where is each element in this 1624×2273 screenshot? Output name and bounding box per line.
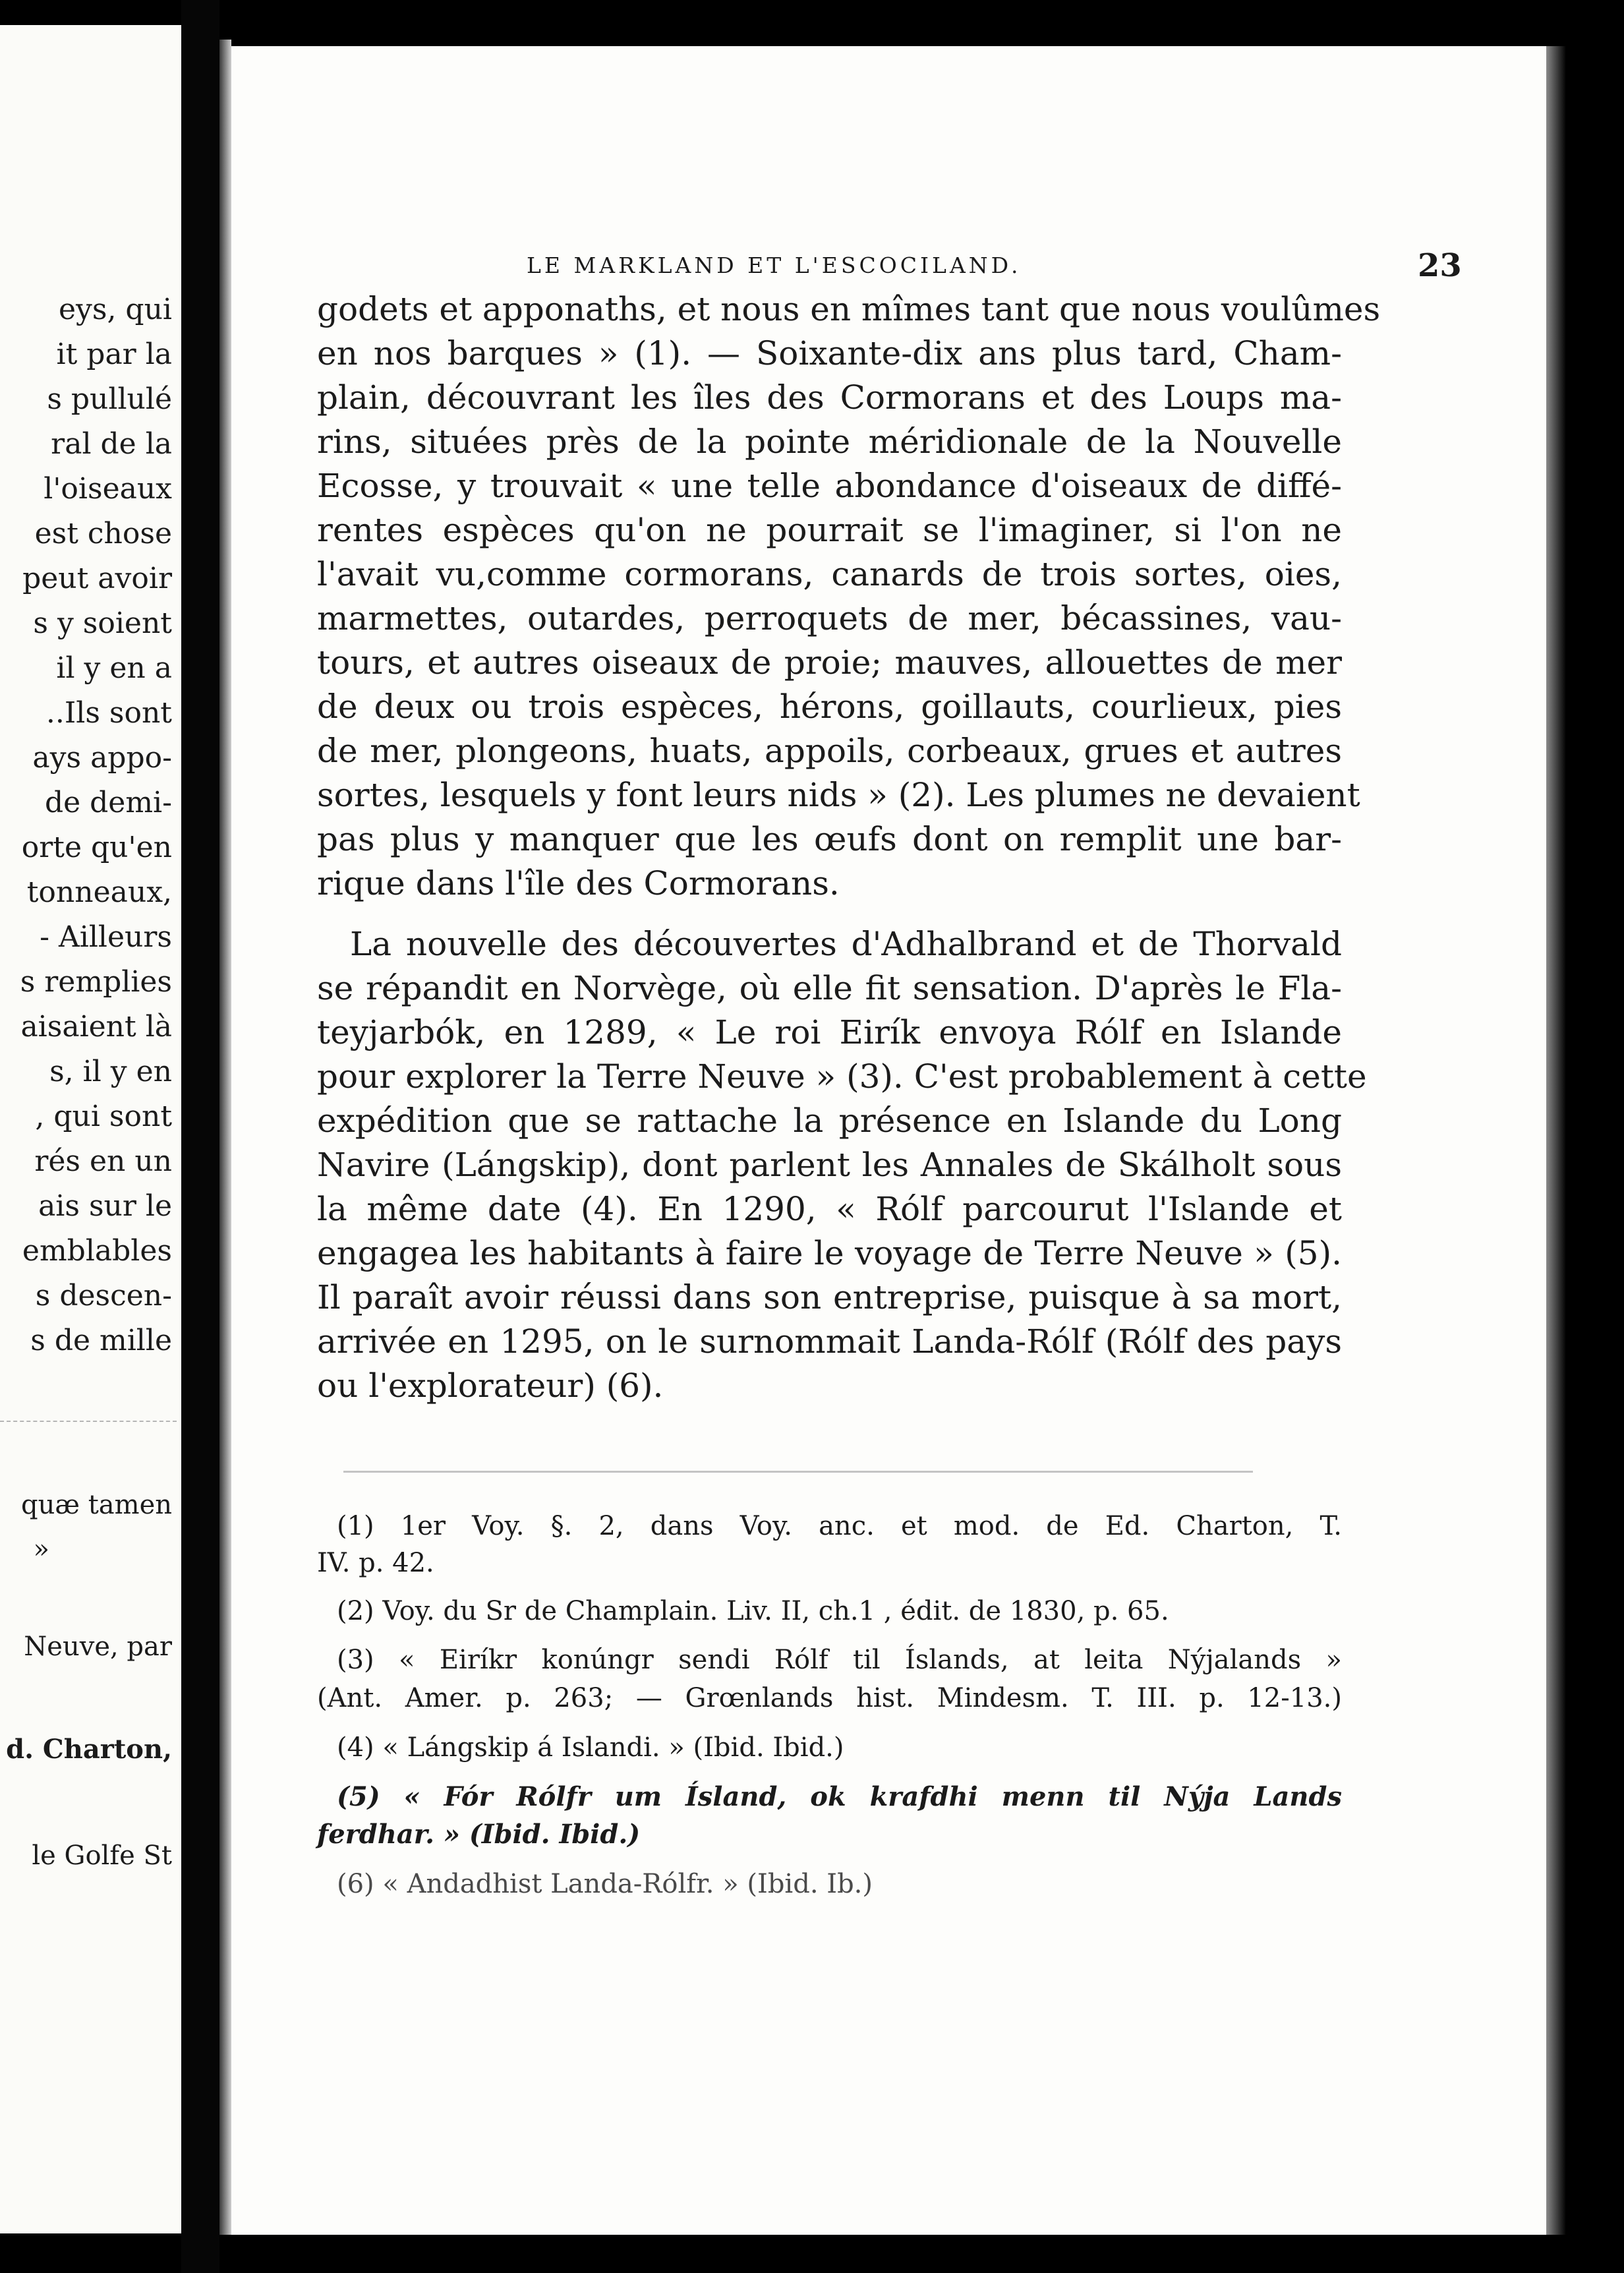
body-line: marmettes, outardes, perroquets de mer, bécassines, vau-	[317, 599, 1342, 637]
left-text-line: orte qu'en	[21, 831, 172, 864]
body-line: Ecosse, y trouvait « une telle abondance d'oiseaux de diffé-	[317, 467, 1342, 505]
body-line: sortes, lesquels y font leurs nids » (2). Les plumes ne devaient	[317, 776, 1360, 814]
left-footnote-line: Neuve, par	[24, 1632, 172, 1662]
left-text-line: il y en a	[56, 651, 172, 685]
footnote-line: (6) « Andadhist Landa-Rólfr. » (Ibid. Ib.)	[337, 1869, 873, 1899]
body-line: expédition que se rattache la présence en Islande du Long	[317, 1102, 1342, 1140]
footnote-line: (1) 1er Voy. §. 2, dans Voy. anc. et mod. de Ed. Charton, T.	[337, 1511, 1342, 1541]
left-text-line: it par la	[56, 338, 172, 371]
body-line: godets et apponaths, et nous en mîmes tant que nous voulûmes	[317, 290, 1381, 328]
left-text-line: peut avoir	[22, 562, 172, 595]
left-footnote-line: quæ tamen	[21, 1490, 172, 1520]
body-line: teyjarbók, en 1289, « Le roi Eirík envoya Rólf en Islande	[317, 1013, 1342, 1051]
footnote-line: IV. p. 42.	[317, 1548, 434, 1578]
right-page	[231, 46, 1546, 2235]
body-line: rentes espèces qu'on ne pourrait se l'imaginer, si l'on ne	[317, 511, 1342, 549]
left-text-line: emblables	[22, 1234, 172, 1268]
body-line: se répandit en Norvège, où elle fit sensation. D'après le Fla-	[317, 969, 1342, 1007]
left-text-line: est chose	[34, 517, 172, 550]
body-line: engagea les habitants à faire le voyage de Terre Neuve » (5).	[317, 1234, 1342, 1272]
body-line: la même date (4). En 1290, « Rólf parcourut l'Islande et	[317, 1190, 1342, 1228]
body-line: en nos barques » (1). — Soixante-dix ans plus tard, Cham-	[317, 334, 1342, 372]
body-line: de deux ou trois espèces, hérons, goillauts, courlieux, pies	[317, 688, 1342, 726]
page-fore-edge	[219, 40, 231, 2235]
body-line: rique dans l'île des Cormorans.	[317, 864, 840, 902]
left-text-line: tonneaux,	[26, 875, 172, 909]
left-text-line: ais sur le	[38, 1189, 172, 1223]
left-text-line: aisaient là	[20, 1010, 172, 1044]
left-footnote-line: »	[33, 1534, 49, 1564]
body-line: Il paraît avoir réussi dans son entreprise, puisque à sa mort,	[317, 1278, 1342, 1316]
book-gutter	[181, 0, 219, 2273]
body-line: tours, et autres oiseaux de proie; mauves, allouettes de mer	[317, 643, 1342, 682]
left-text-line: de demi-	[44, 786, 172, 819]
left-text-line: rés en un	[34, 1144, 172, 1178]
left-text-line: - Ailleurs	[40, 920, 172, 954]
left-footnote-line: le Golfe St	[32, 1841, 172, 1871]
body-line: de mer, plongeons, huats, appoils, corbeaux, grues et autres	[317, 732, 1342, 770]
left-text-line: ays appo-	[32, 741, 172, 775]
footnote-line: (Ant. Amer. p. 263; — Grœnlands hist. Mindesm. T. III. p. 12-13.)	[317, 1683, 1342, 1713]
left-facing-page	[0, 25, 181, 2233]
running-head: LE MARKLAND ET L'ESCOCILAND.	[527, 252, 1022, 278]
footnote-rule	[343, 1471, 1253, 1473]
left-text-line: s remplies	[20, 965, 172, 999]
footnote-line: (4) « Lángskip á Islandi. » (Ibid. Ibid.)	[337, 1732, 844, 1763]
body-line: l'avait vu,comme cormorans, canards de trois sortes, oies,	[317, 555, 1342, 593]
body-line: plain, découvrant les îles des Cormorans et des Loups ma-	[317, 378, 1342, 417]
body-line: pas plus y manquer que les œufs dont on remplit une bar-	[317, 820, 1342, 858]
left-text-line: l'oiseaux	[44, 472, 172, 506]
page-edge-shadow	[1546, 46, 1566, 2235]
left-text-line: , qui sont	[35, 1100, 172, 1133]
footnote-line: ferdhar. » (Ibid. Ibid.)	[317, 1819, 641, 1850]
page-number: 23	[1418, 247, 1462, 284]
body-line: ou l'explorateur) (6).	[317, 1367, 664, 1405]
left-text-line: s pullulé	[47, 382, 172, 416]
body-line: Navire (Lángskip), dont parlent les Annales de Skálholt sous	[317, 1146, 1342, 1184]
left-footnote-rule	[0, 1421, 177, 1422]
footnote-line: (2) Voy. du Sr de Champlain. Liv. II, ch.1 , édit. de 1830, p. 65.	[337, 1596, 1169, 1626]
left-text-line: s y soient	[33, 606, 172, 640]
footnote-line: (3) « Eiríkr konúngr sendi Rólf til Íslands, at leita Nýjalands »	[337, 1645, 1342, 1675]
body-line: arrivée en 1295, on le surnommait Landa-Rólf (Rólf des pays	[317, 1322, 1342, 1361]
body-line: La nouvelle des découvertes d'Adhalbrand et de Thorvald	[350, 925, 1342, 963]
left-text-line: s, il y en	[49, 1055, 172, 1088]
body-line: rins, situées près de la pointe méridionale de la Nouvelle	[317, 423, 1342, 461]
left-text-line: eys, qui	[58, 293, 172, 326]
left-text-line: s de mille	[30, 1324, 172, 1357]
body-line: pour explorer la Terre Neuve » (3). C'est probablement à cette	[317, 1057, 1367, 1096]
left-text-line: ral de la	[51, 427, 172, 461]
left-text-line: s descen-	[35, 1279, 172, 1313]
left-text-line: ..Ils sont	[45, 696, 172, 730]
footnote-line: (5) « Fór Rólfr um Ísland, ok krafdhi menn til Nýja Lands	[337, 1781, 1342, 1812]
left-footnote-line: d. Charton,	[6, 1734, 172, 1765]
